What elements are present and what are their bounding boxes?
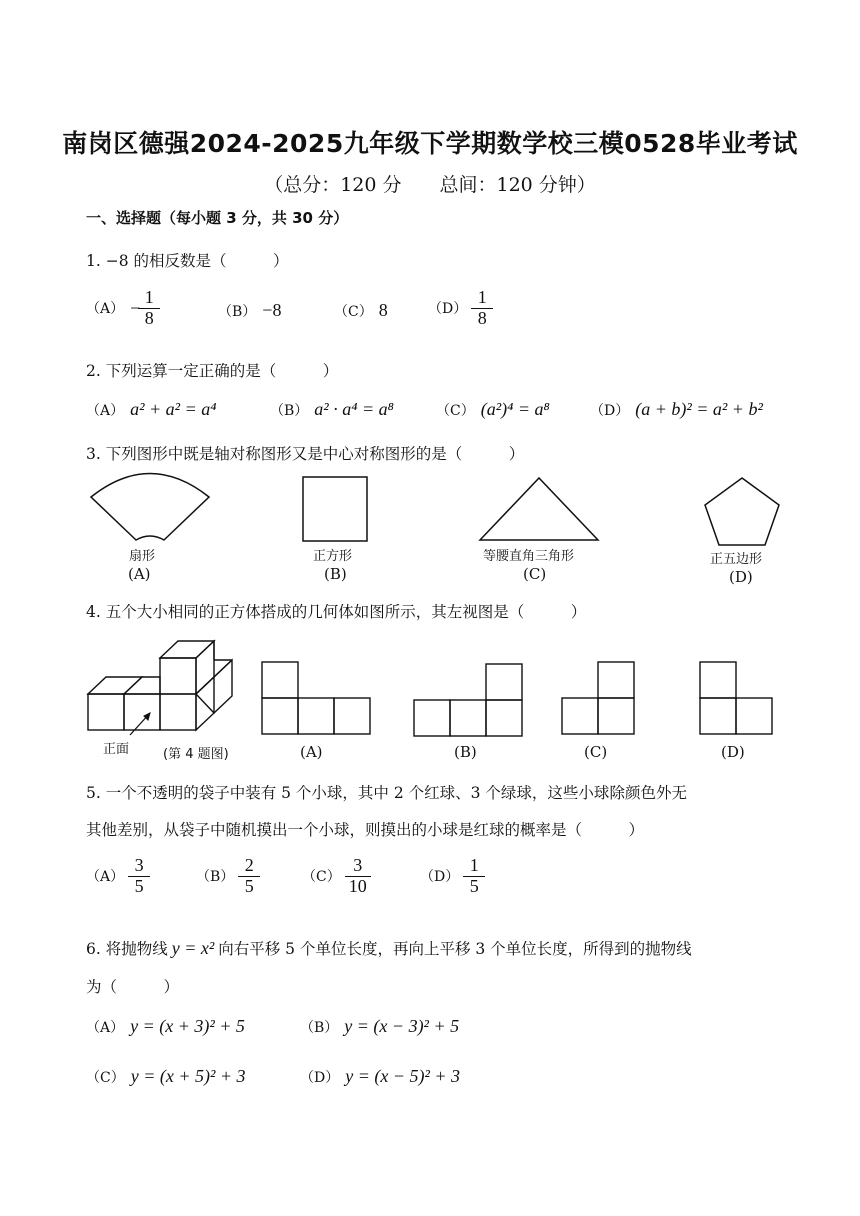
q1-a-sign: − — [130, 297, 141, 318]
q2-a-label: （A） — [86, 402, 125, 419]
q5-c-den: 10 — [348, 875, 367, 896]
q1-d-label: （D） — [428, 301, 468, 318]
q4-front-label: 正面 — [103, 742, 130, 757]
q6-option-b — [300, 1016, 459, 1037]
q1-b-label: （B） — [218, 303, 257, 320]
q2-c-label: （C） — [436, 402, 475, 419]
q5-option-b — [196, 856, 258, 897]
q1-d-den: 8 — [477, 307, 487, 328]
q6-d-label: （D） — [300, 1069, 340, 1086]
q4-d-label: (D) — [721, 743, 745, 761]
q6-stem-suffix: 向右平移 5 个单位长度，再向上平移 3 个单位长度，所得到的抛物线 — [218, 940, 692, 958]
q1-c-value: 8 — [378, 300, 388, 320]
q4-c-label: (C) — [584, 743, 608, 761]
q3-fig-c-name: 等腰直角三角形 — [483, 549, 575, 564]
q3-stem: 3. 下列图形中既是轴对称图形又是中心对称图形的是（ ） — [86, 445, 525, 463]
exam-subtitle: （总分：120 分 总间：120 分钟） — [264, 174, 596, 196]
q3-fig-a-label: (A) — [128, 565, 151, 583]
q5-c-label: （C） — [302, 869, 341, 886]
q4-view-c — [562, 662, 634, 734]
q4-view-d — [700, 662, 772, 734]
q5-a-label: （A） — [86, 869, 125, 886]
q5-a-fraction — [130, 856, 148, 897]
q2-b-label: （B） — [270, 402, 309, 419]
q6-c-expr: y = (x + 5)² + 3 — [130, 1066, 246, 1086]
q6-a-expr: y = (x + 3)² + 5 — [130, 1016, 245, 1036]
q2-stem: 2. 下列运算一定正确的是（ ） — [86, 362, 339, 380]
q6-b-label: （B） — [300, 1019, 339, 1036]
q5-a-num: 3 — [134, 855, 144, 875]
q6-option-a — [86, 1016, 245, 1037]
q1-c-label: （C） — [334, 303, 373, 320]
q3-fig-d-label: (D) — [729, 568, 753, 586]
q5-d-num: 1 — [469, 855, 479, 875]
q5-c-num: 3 — [353, 855, 363, 875]
q4-figure-caption: (第 4 题图) — [163, 747, 229, 762]
q5-b-fraction — [240, 856, 258, 897]
q4-view-a — [262, 662, 370, 734]
q1-a-num: 1 — [144, 287, 154, 307]
q6-option-d — [300, 1066, 460, 1087]
q4-b-label: (B) — [454, 743, 477, 761]
exam-title: 南岗区德强2024-2025九年级下学期数学校三模0528毕业考试 — [62, 129, 798, 158]
q4-view-b — [414, 664, 522, 736]
q1-stem: 1. −8 的相反数是（ ） — [86, 252, 289, 270]
q5-option-d — [420, 856, 483, 897]
q1-a-label: （A） — [86, 301, 125, 318]
q3-fig-b-name: 正方形 — [313, 549, 353, 564]
q6-d-expr: y = (x − 5)² + 3 — [345, 1066, 461, 1086]
q2-d-label: （D） — [590, 402, 630, 419]
q5-d-den: 5 — [469, 875, 479, 896]
cube-solid-figure — [88, 641, 232, 730]
q6-stem-line1 — [86, 937, 692, 959]
q5-a-den: 5 — [134, 875, 144, 896]
q3-fig-d-name: 正五边形 — [710, 552, 763, 567]
q5-b-num: 2 — [244, 855, 254, 875]
q5-d-fraction — [465, 856, 483, 897]
q4-stem: 4. 五个大小相同的正方体搭成的几何体如图所示，其左视图是（ ） — [86, 603, 587, 621]
q5-stem-line1: 5. 一个不透明的袋子中装有 5 个小球，其中 2 个红球、3 个绿球，这些小球除颜色外无 — [86, 784, 687, 802]
q6-stem-expr: y = x² — [171, 937, 215, 958]
q5-option-a — [86, 856, 148, 897]
q5-b-label: （B） — [196, 869, 235, 886]
q3-fig-b-label: (B) — [324, 565, 347, 583]
q2-b-expr: a² · a⁴ = a⁸ — [314, 399, 394, 419]
q6-c-label: （C） — [86, 1069, 125, 1086]
q4-a-label: (A) — [300, 743, 323, 761]
q5-stem-line2: 其他差别，从袋子中随机摸出一个小球，则摸出的小球是红球的概率是（ ） — [86, 821, 645, 839]
q6-stem-line2: 为（ ） — [86, 978, 180, 996]
q6-b-expr: y = (x − 3)² + 5 — [344, 1016, 460, 1036]
q5-option-c — [302, 856, 369, 897]
q3-fig-a-name: 扇形 — [129, 549, 156, 564]
q6-stem-prefix: 6. 将抛物线 — [86, 940, 168, 958]
q2-d-expr: (a + b)² = a² + b² — [635, 399, 763, 419]
q1-a-den: 8 — [144, 307, 154, 328]
q1-d-num: 1 — [477, 287, 487, 307]
q1-b-value: −8 — [262, 300, 282, 320]
q2-c-expr: (a²)⁴ = a⁸ — [480, 399, 550, 419]
q6-option-c — [86, 1066, 246, 1087]
q5-b-den: 5 — [244, 875, 254, 896]
q3-fig-c-label: (C) — [523, 565, 547, 583]
q6-a-label: （A） — [86, 1019, 125, 1036]
q5-c-fraction — [347, 856, 369, 897]
q5-d-label: （D） — [420, 869, 460, 886]
q2-a-expr: a² + a² = a⁴ — [130, 399, 217, 419]
section-heading: 一、选择题（每小题 3 分，共 30 分） — [86, 209, 349, 227]
